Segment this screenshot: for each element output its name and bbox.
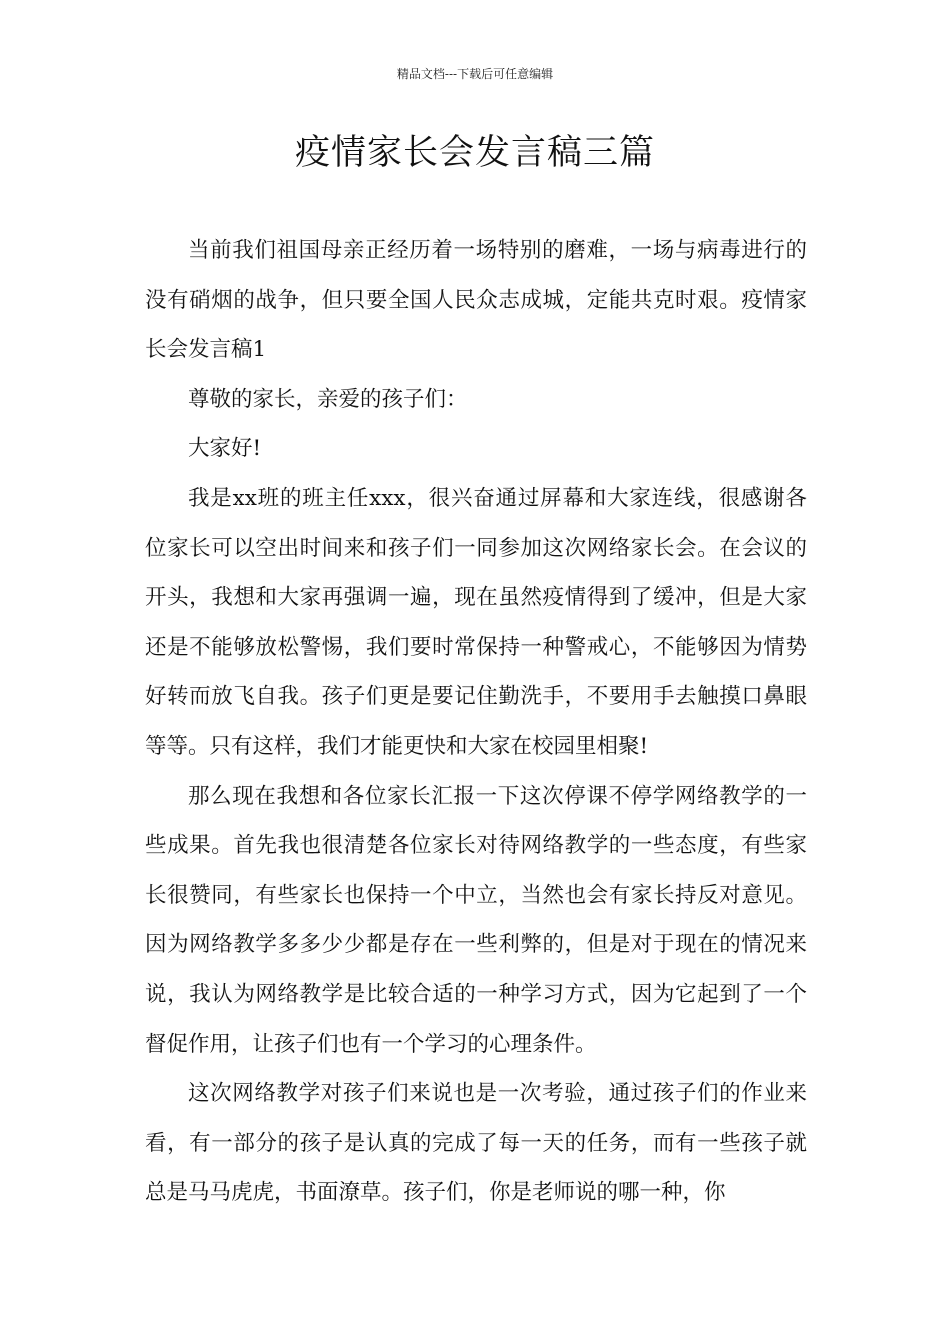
paragraph-salutation: 尊敬的家长，亲爱的孩子们： xyxy=(188,386,468,412)
header-note: 精品文档---下载后可任意编辑 xyxy=(396,67,554,81)
paragraph-online-teaching-report: 那么现在我想和各位家长汇报一下这次停课不停学网络教学的一些成果。首先我也很清楚各位家长对待网络教学的一些态度，有些家长很赞同，有些家长也保持一个中立，当然也会有家长持反对意见。因为网络教学多多少少都是存在一些利弊的，但是对于现在的情况来说，我认为网络教学是比较合适的一种学习方式，因为它起到了一个督促作用，让孩子们也有一个学习的心理条件。 xyxy=(145,783,807,1057)
paragraph-intro: 当前我们祖国母亲正经历着一场特别的磨难，一场与病毒进行的没有硝烟的战争，但只要全国人民众志成城，定能共克时艰。疫情家长会发言稿1 xyxy=(145,238,807,363)
paragraph-greeting: 大家好! xyxy=(188,436,262,462)
paragraph-homework-review: 这次网络教学对孩子们来说也是一次考验，通过孩子们的作业来看，有一部分的孩子是认真的完成了每一天的任务，而有一些孩子就总是马马虎虎，书面潦草。孩子们，你是老师说的哪一种，你 xyxy=(145,1081,807,1206)
paragraph-self-introduction: 我是xx班的班主任xxx，很兴奋通过屏幕和大家连线，很感谢各位家长可以空出时间来和孩子们一同参加这次网络家长会。在会议的开头，我想和大家再强调一遍，现在虽然疫情得到了缓冲，但是大家还是不能够放松警惕，我们要时常保持一种警戒心，不能够因为情势好转而放飞自我。孩子们更是要记住勤洗手，不要用手去触摸口鼻眼等等。只有这样，我们才能更快和大家在校园里相聚! xyxy=(145,485,807,759)
document-body xyxy=(145,226,807,1218)
document-title: 疫情家长会发言稿三篇 xyxy=(294,133,655,173)
